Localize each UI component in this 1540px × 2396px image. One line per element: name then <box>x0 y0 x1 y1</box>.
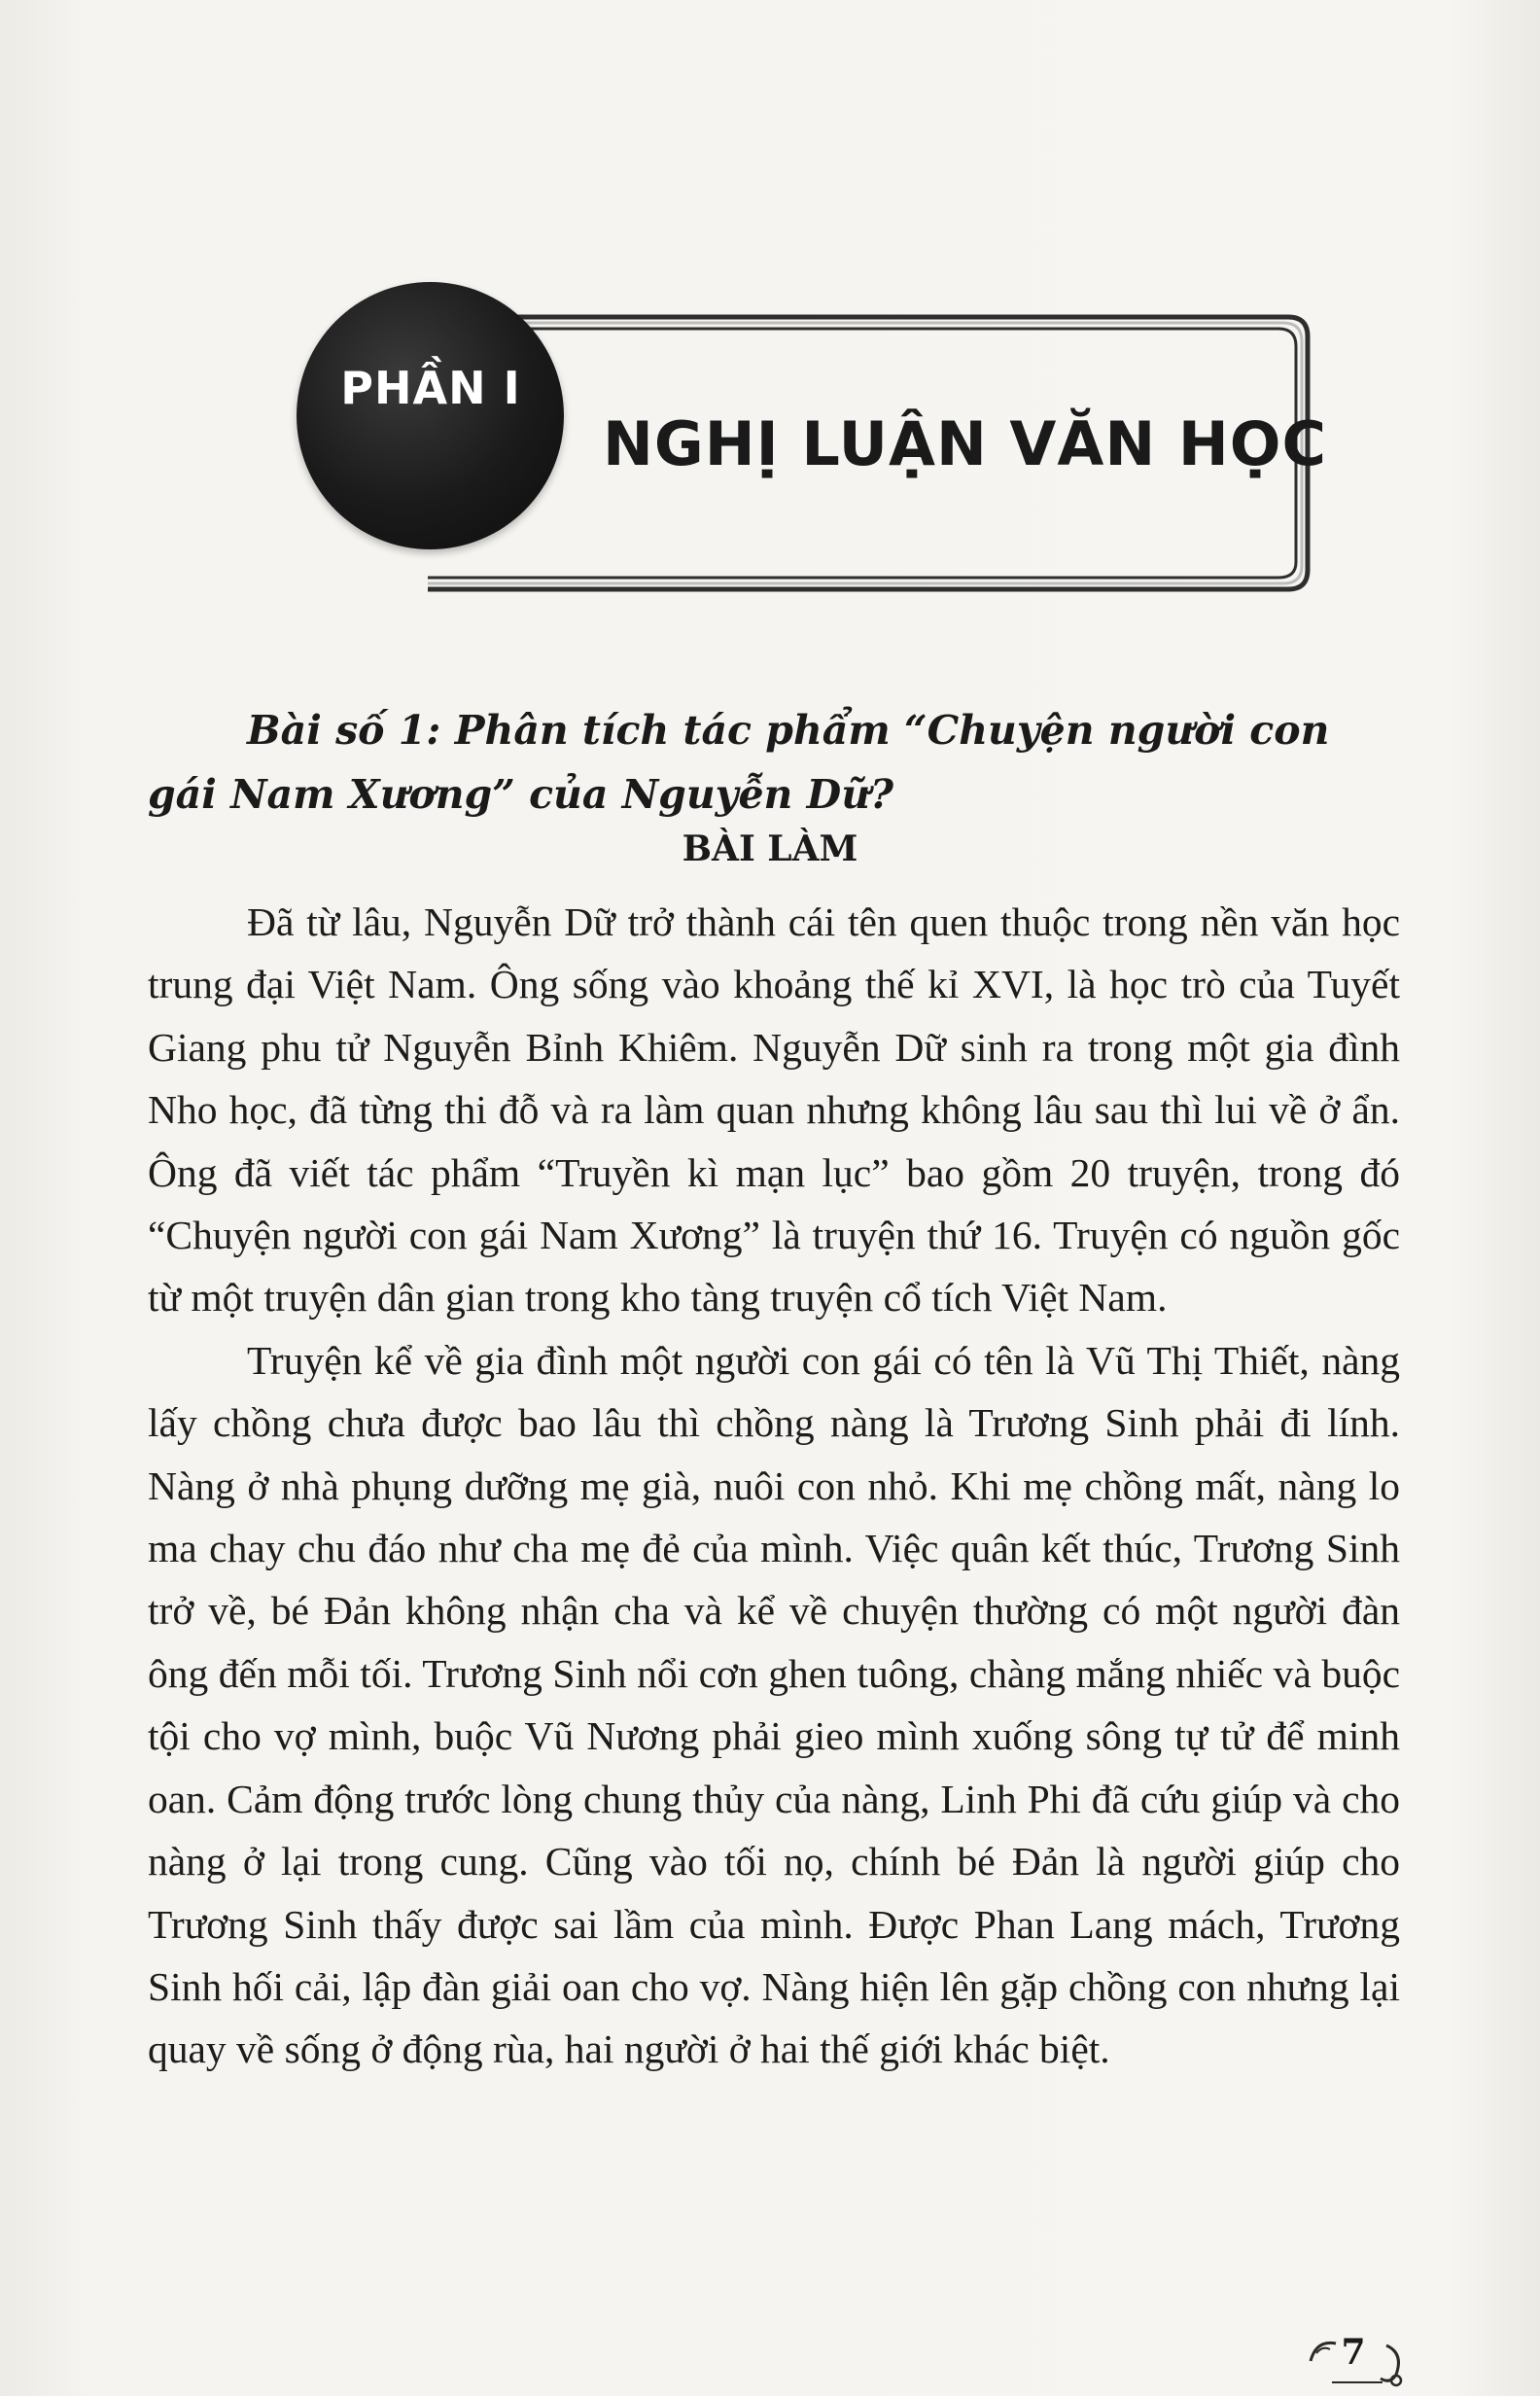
paragraph: Truyện kể về gia đình một người con gái có tên là Vũ Thị Thiết, nàng lấy chồng chưa được bao lâu thì chồng nàng là Trương Sinh phải đi lính. Nàng ở nhà phụng dưỡng mẹ già, nuôi con nhỏ. Khi mẹ chồng mất, nàng lo ma chay chu đáo như cha mẹ đẻ của mình. Việc quân kết thúc, Trương Sinh trở về, bé Đản không nhận cha và kể về chuyện thường có một người đàn ông đến mỗi tối. Trương Sinh nổi cơn ghen tuông, chàng mắng nhiếc và buộc tội cho vợ mình, buộc Vũ Nương phải gieo mình xuống sông tự tử để minh oan. Cảm động trước lòng chung thủy của nàng, Linh Phi đã cứu giúp và cho nàng ở lại trong cung. Cũng vào tối nọ, chính bé Đản là người giúp cho Trương Sinh thấy được sai lầm của mình. Được Phan Lang mách, Trương Sinh hối cải, lập đàn giải oan cho vợ. Nàng hiện lên gặp chồng con nhưng lại quay về sống ở động rùa, hai người ở hai thế giới khác biệt. <box>148 1337 1400 2072</box>
part-badge <box>297 282 564 549</box>
answer-heading: BÀI LÀM <box>682 828 858 869</box>
exercise-title: Bài số 1: Phân tích tác phẩm “Chuyện người con gái Nam Xương” của Nguyễn Dữ? <box>148 707 1330 818</box>
part-label: PHẦN I <box>340 362 521 414</box>
paragraph: Đã từ lâu, Nguyễn Dữ trở thành cái tên quen thuộc trong nền văn học trung đại Việt Nam. Ông sống vào khoảng thế kỉ XVI, là học trò của Tuyết Giang phu tử Nguyễn Bỉnh Khiêm. Nguyễn Dữ sinh ra trong một gia đình Nho học, đã từng thi đỗ và ra làm quan nhưng không lâu sau thì lui về ở ẩn. Ông đã viết tác phẩm “Truyền kì mạn lục” bao gồm 20 truyện, trong đó “Chuyện người con gái Nam Xương” là truyện thứ 16. Truyện có nguồn gốc từ một truyện dân gian trong kho tàng truyện cổ tích Việt Nam. <box>148 899 1400 1321</box>
body-text <box>148 891 1400 2081</box>
page-number: 7 <box>1341 2332 1366 2373</box>
section-title: NGHỊ LUẬN VĂN HỌC <box>603 408 1327 479</box>
